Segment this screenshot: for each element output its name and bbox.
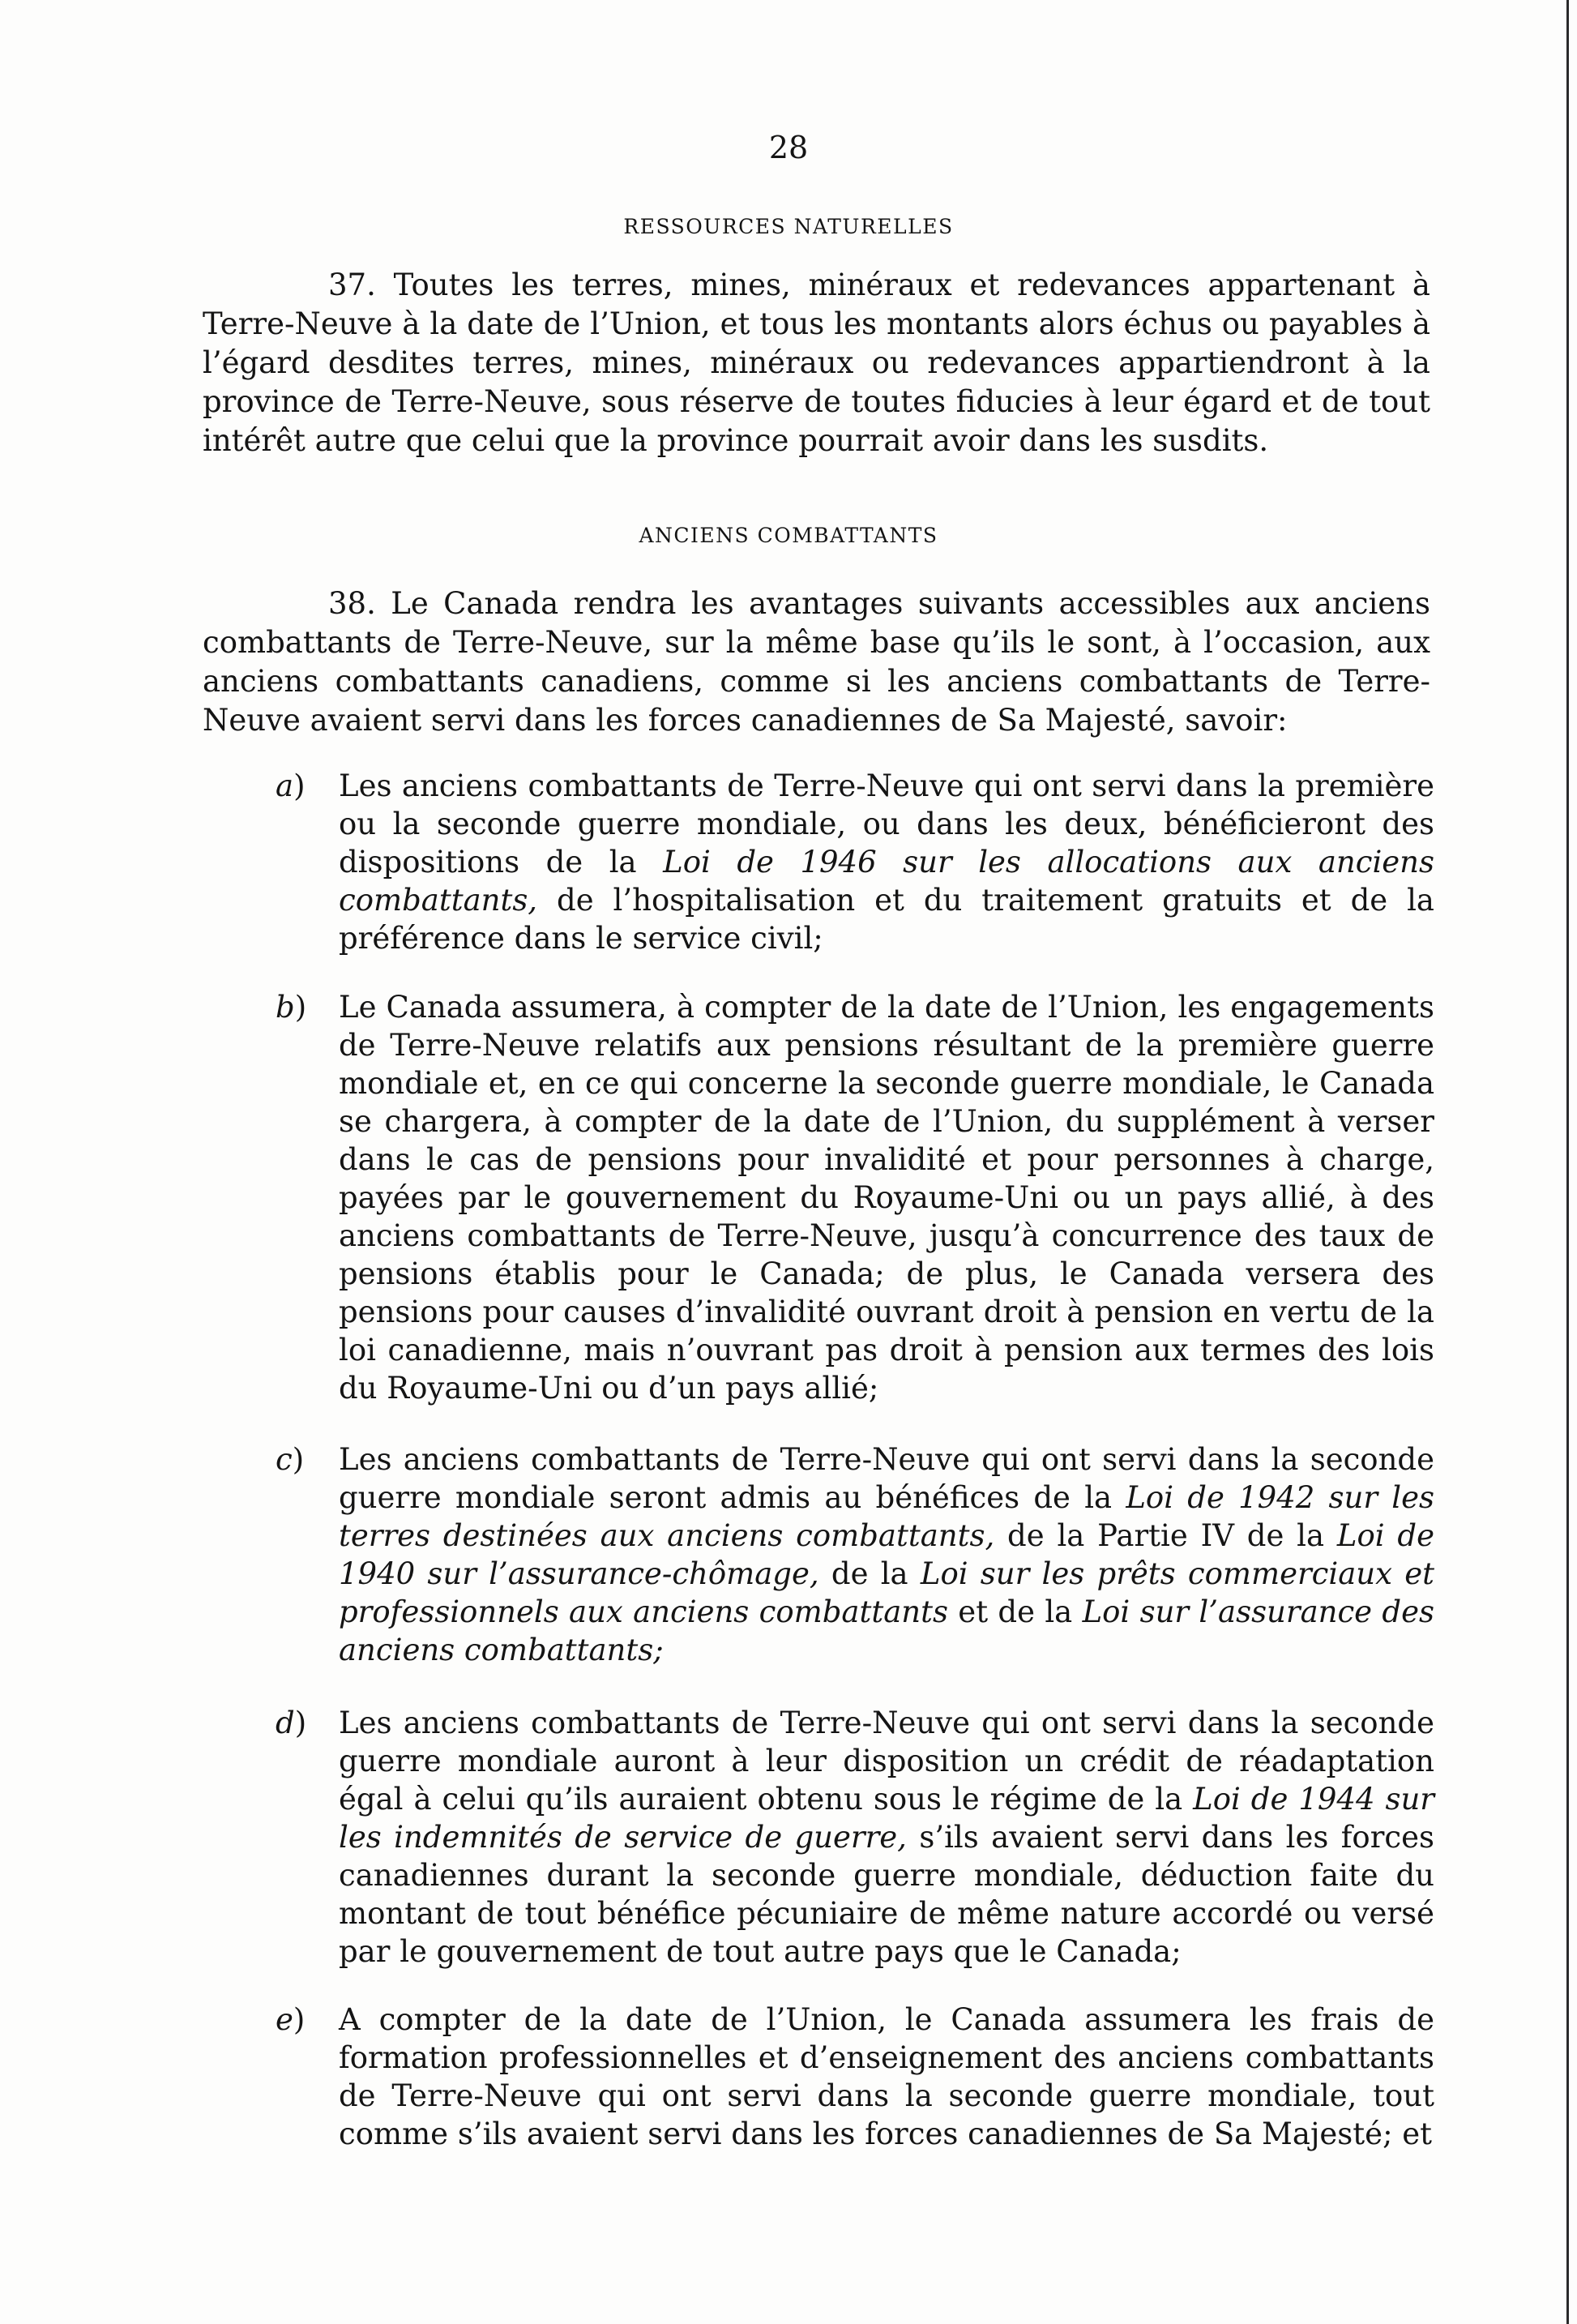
item-body: Les anciens combattants de Terre-Neuve qui ont servi dans la seconde guerre mondiale seront admis au bénéfices de la Loi de 1942 sur les terres destinées aux anciens combattants, de la Partie IV de la Loi de 1940 sur l’assurance-chômage, de la Loi sur les prêts commerciaux et professionnels aux anciens combattants et de la Loi sur l’assurance des anciens combattants; [339,1442,1434,1667]
item-body: Les anciens combattants de Terre-Neuve qui ont servi dans la première ou la seconde guerre mondiale, ou dans les deux, bénéficieront des dispositions de la Loi de 1946 sur les allocations aux anciens combattants, de l’hospitalisation et du traitement gratuits et de la préférence dans le service civil; [339,768,1435,956]
list-item-d [276,1704,1434,1971]
item-label: b) [276,990,307,1025]
list-item-c [276,1440,1434,1669]
item-body: Les anciens combattants de Terre-Neuve qui ont servi dans la seconde guerre mondiale auront à leur disposition un crédit de réadaptation égal à celui qu’ils auraient obtenu sous le régime de la Loi de 1944 sur les indemnités de service de guerre, s’ils avaient servi dans les forces canadiennes durant la seconde guerre mondiale, déduction faite du montant de tout bénéfice pécuniaire de même nature accordé ou versé par le gouvernement de tout autre pays que le Canada; [339,1706,1434,1969]
item-label: a) [276,768,306,803]
law-title: Loi de 1944 sur les indemnités de service de guerre, [339,1782,1434,1855]
section-heading-natural-resources: RESSOURCES NATURELLES [623,215,954,238]
article-38-paragraph: 38. Le Canada rendra les avantages suivants accessibles aux anciens combattants de Terre-Neuve, sur la même base qu’ils le sont, à l’occasion, aux anciens combattants canadiens, comme si les anciens combattants de Terre-Neuve avaient servi dans les forces canadiennes de Sa Majesté, savoir: [203,586,1430,738]
item-label: d) [276,1706,307,1740]
list-item-a [276,767,1434,957]
item-body: A compter de la date de l’Union, le Canada assumera les frais de formation professionnelles et d’enseignement des anciens combattants de Terre-Neuve qui ont servi dans la seconde guerre mondiale, tout comme s’ils avaient servi dans les forces canadiennes de Sa Majesté; et [339,2002,1434,2151]
page-edge-line [1566,0,1569,2324]
article-37-paragraph: 37. Toutes les terres, mines, minéraux et redevances appartenant à Terre-Neuve à la date de l’Union, et tous les montants alors échus ou payables à l’égard desdites terres, mines, minéraux ou redevances appartiendront à la province de Terre-Neuve, sous réserve de toutes fiducies à leur égard et de tout intérêt autre que celui que la province pourrait avoir dans les susdits. [203,267,1430,458]
law-title: Loi sur les prêts commerciaux et professionnels aux anciens combattants [339,1556,1434,1629]
item-label: c) [276,1442,305,1477]
list-item-b [276,988,1434,1407]
section-heading-veterans: ANCIENS COMBATTANTS [639,524,938,547]
law-title: Loi de 1942 sur les terres destinées aux anciens combattants, [339,1480,1434,1553]
item-label: e) [276,2002,306,2037]
law-title: Loi sur l’assurance des anciens combattants; [339,1594,1434,1667]
law-title: Loi de 1940 sur l’assurance-chômage, [339,1518,1434,1591]
item-body: Le Canada assumera, à compter de la date de l’Union, les engagements de Terre-Neuve relatifs aux pensions résultant de la première guerre mondiale et, en ce qui concerne la seconde guerre mondiale, le Canada se chargera, à compter de la date de l’Union, du supplément à verser dans le cas de pensions pour invalidité et pour personnes à charge, payées par le gouvernement du Royaume-Uni ou un pays allié, à des anciens combattants de Terre-Neuve, jusqu’à concurrence des taux de pensions établis pour le Canada; de plus, le Canada versera des pensions pour causes d’invalidité ouvrant droit à pension en vertu de la loi canadienne, mais n’ouvrant pas droit à pension aux termes des lois du Royaume-Uni ou d’un pays allié; [339,990,1434,1406]
law-title: Loi de 1946 sur les allocations aux anciens combattants, [339,845,1435,918]
page-number: 28 [768,130,809,165]
list-item-e [276,2001,1434,2153]
